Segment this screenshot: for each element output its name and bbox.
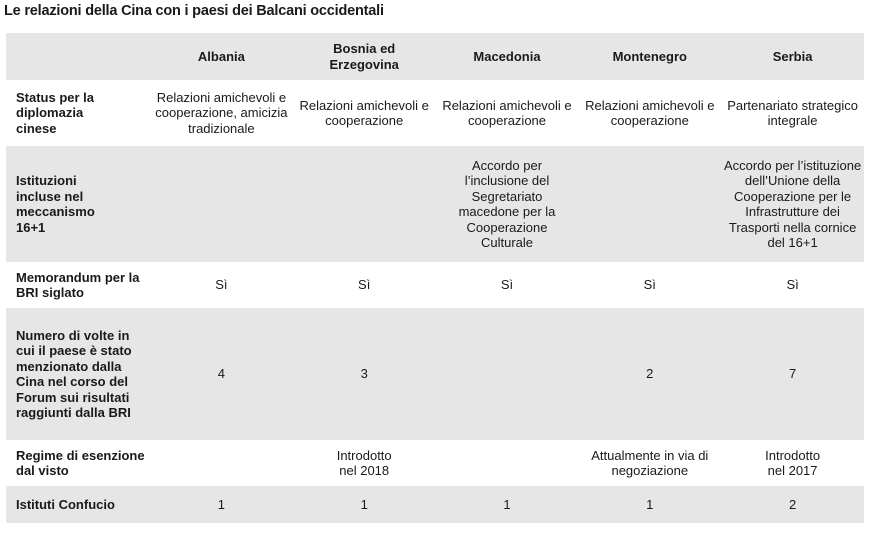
table-cell: Introdotto nel 2017 [721,440,864,486]
header-albania: Albania [150,33,293,80]
table-cell: 2 [721,486,864,523]
table-cell [150,440,293,486]
table-cell: Relazioni amichevoli e cooperazione, amicizia tradizionale [150,80,293,146]
table-cell [293,146,436,262]
table-cell: 1 [150,486,293,523]
table-cell: Relazioni amichevoli e cooperazione [436,80,579,146]
table-cell: 4 [150,308,293,440]
table-cell [150,146,293,262]
table-row [6,486,864,523]
header-corner [6,33,150,80]
table-cell: 3 [293,308,436,440]
table-row [6,262,864,308]
table-cell: 7 [721,308,864,440]
table-cell: Sì [293,262,436,308]
table-row [6,308,864,440]
row-label: Istituti Confucio [6,486,150,523]
table-cell: Relazioni amichevoli e cooperazione [578,80,721,146]
table-cell: Relazioni amichevoli e cooperazione [293,80,436,146]
header-row [6,33,864,80]
table-cell [436,440,579,486]
table-cell: 1 [578,486,721,523]
table-cell: Sì [150,262,293,308]
row-label: Regime di esenzione dal visto [6,440,150,486]
row-label: Memorandum per la BRI siglato [6,262,150,308]
table-cell: Introdotto nel 2018 [293,440,436,486]
row-label: Numero di volte in cui il paese è stato menzionato dalla Cina nel corso del Forum sui risultati raggiunti dalla BRI [6,308,150,440]
table-cell: 1 [436,486,579,523]
table-row [6,440,864,486]
row-label: Istituzioni incluse nel meccanismo 16+1 [6,146,150,262]
table-cell: Sì [436,262,579,308]
header-serbia: Serbia [721,33,864,80]
table-cell [578,146,721,262]
table-cell [436,308,579,440]
table-cell: Accordo per l’inclusione del Segretariato macedone per la Cooperazione Culturale [436,146,579,262]
table-cell: Accordo per l’istituzione dell’Unione della Cooperazione per le Infrastrutture dei Trasporti nella cornice del 16+1 [721,146,864,262]
balkans-relations-table [6,33,864,523]
header-bosnia: Bosnia ed Erzegovina [293,33,436,80]
header-montenegro: Montenegro [578,33,721,80]
table-title: Le relazioni della Cina con i paesi dei Balcani occidentali [4,3,384,19]
table-cell: Sì [721,262,864,308]
header-macedonia: Macedonia [436,33,579,80]
table-cell: Partenariato strategico integrale [721,80,864,146]
row-label: Status per la diplomazia cinese [6,80,150,146]
table-row [6,80,864,146]
table-cell: Sì [578,262,721,308]
table-cell: 1 [293,486,436,523]
table-row [6,146,864,262]
table-cell: Attualmente in via di negoziazione [578,440,721,486]
table-cell: 2 [578,308,721,440]
